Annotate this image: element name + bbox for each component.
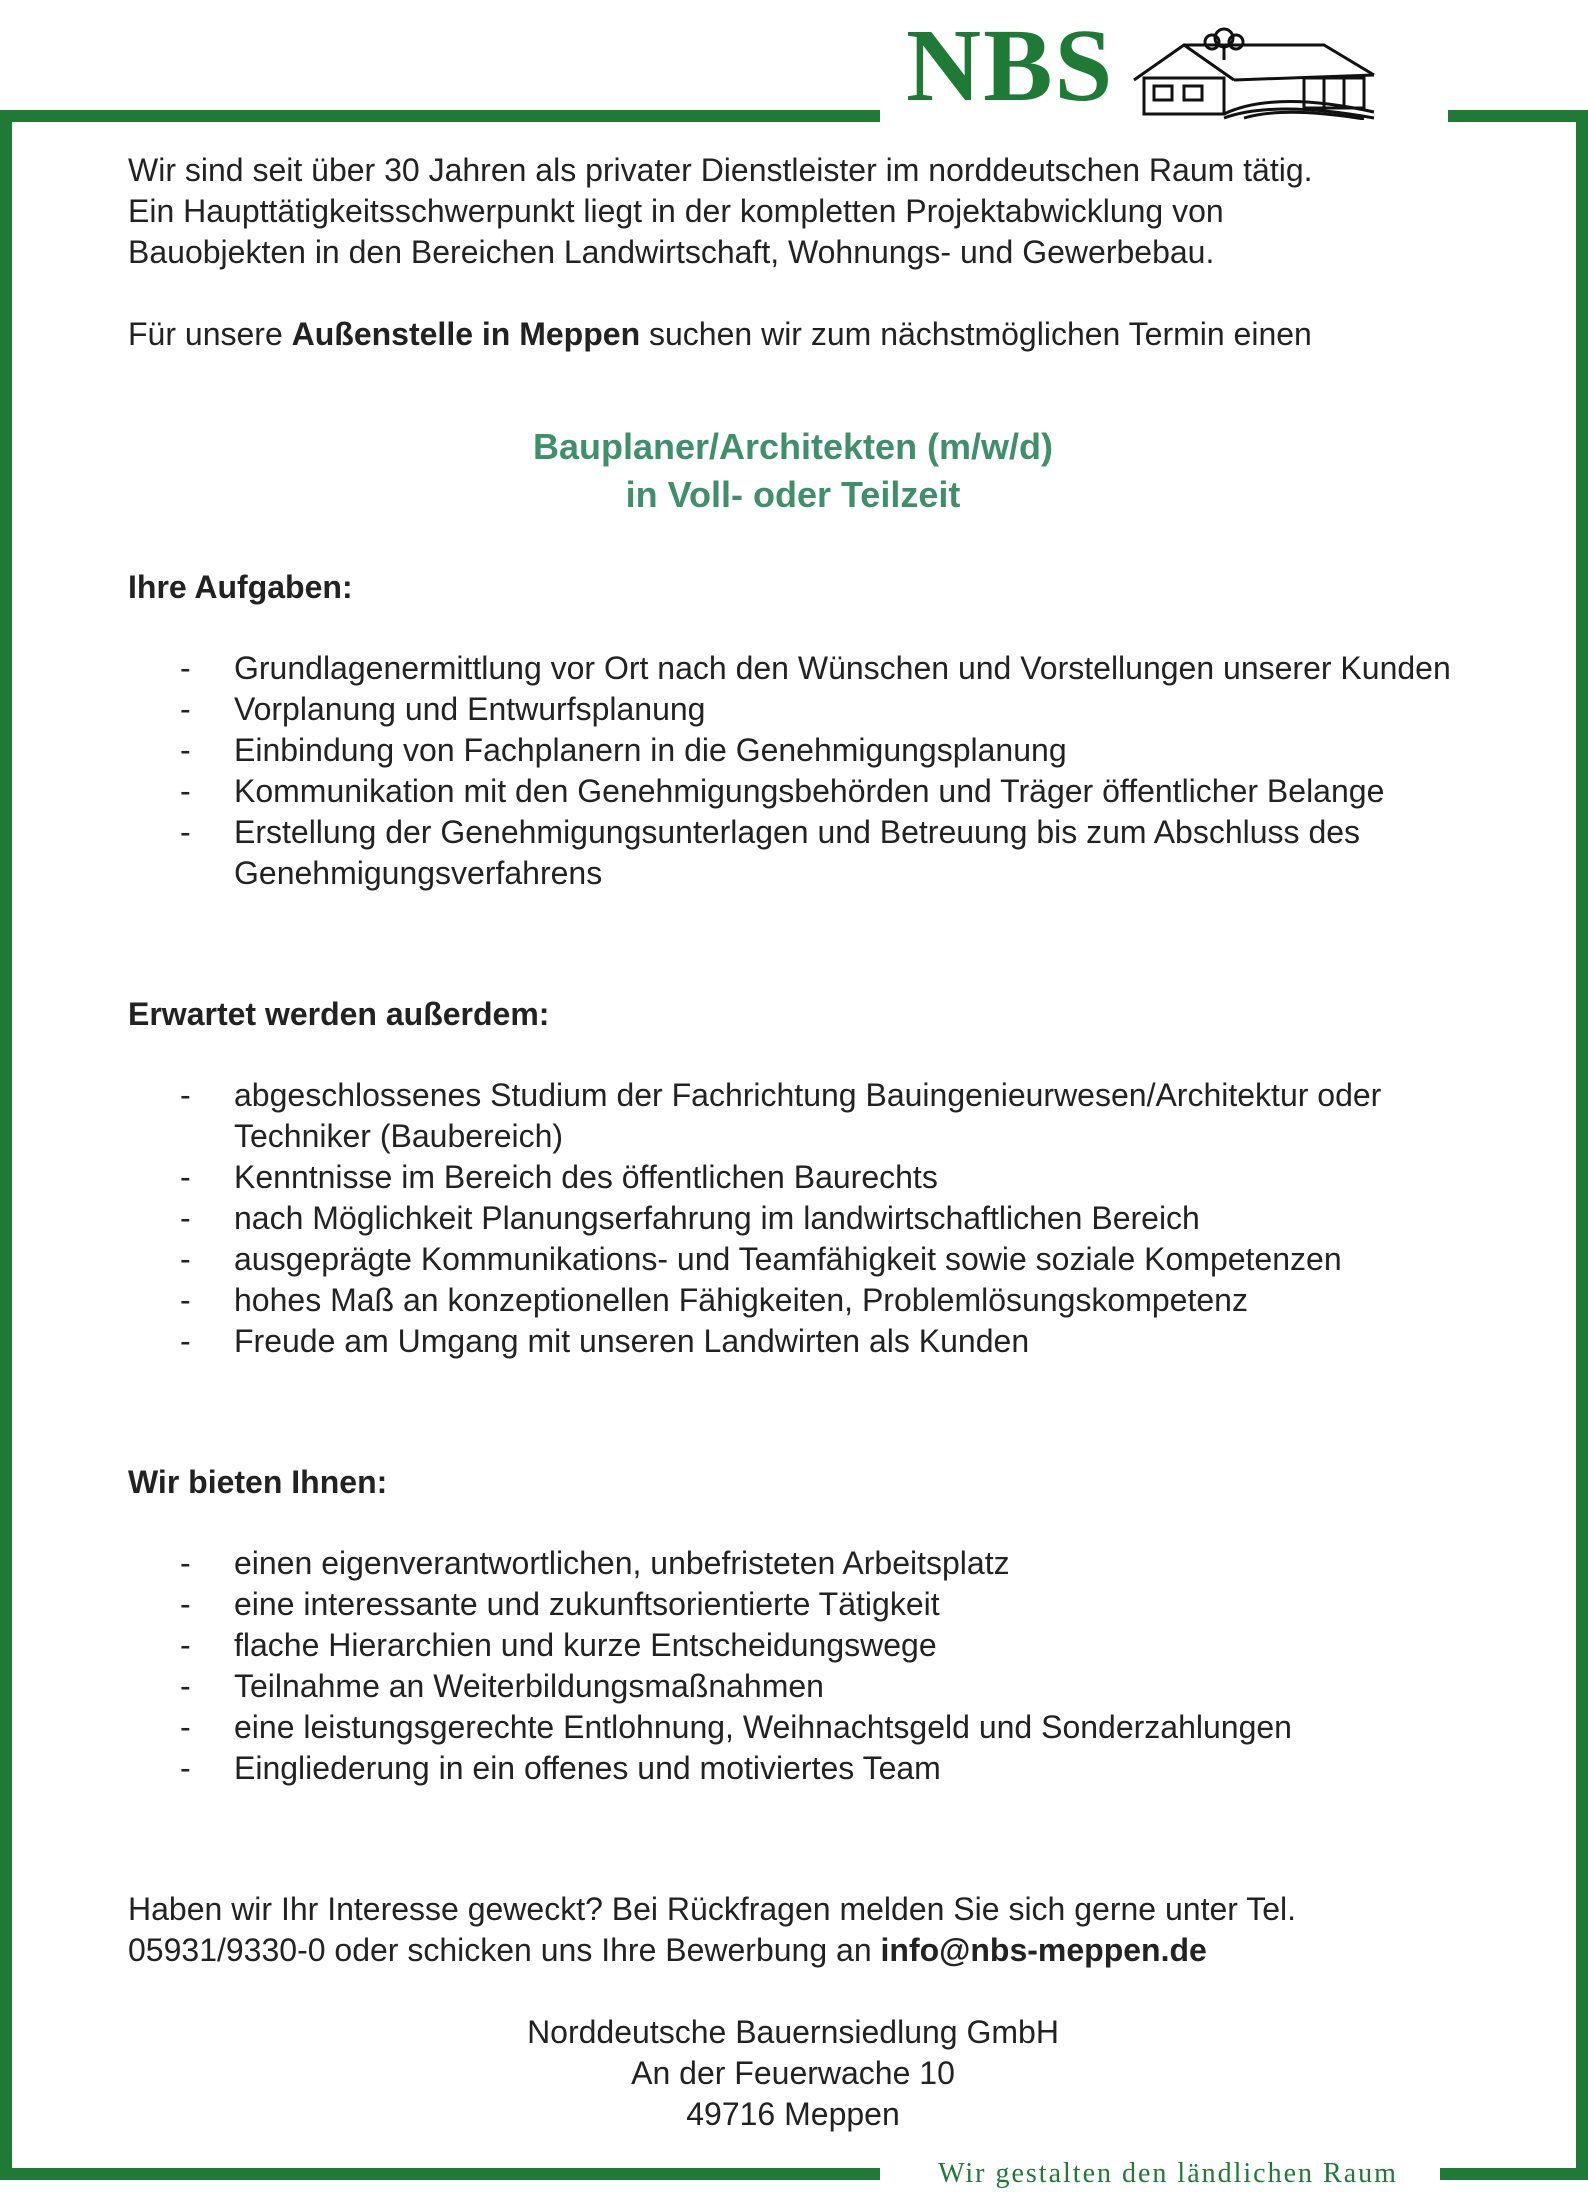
list-item bbox=[128, 730, 1458, 771]
list-item-text: hohes Maß an konzeptionellen Fähigkeiten, Problemlösungskompetenz bbox=[234, 1282, 1248, 1318]
tasks-list bbox=[128, 648, 1458, 894]
requirements-list bbox=[128, 1075, 1458, 1362]
list-item bbox=[128, 1280, 1458, 1321]
list-item-text: Freude am Umgang mit unseren Landwirten als Kunden bbox=[234, 1323, 1030, 1359]
list-item-text: flache Hierarchien und kurze Entscheidungswege bbox=[234, 1627, 937, 1663]
list-item-text: nach Möglichkeit Planungserfahrung im landwirtschaftlichen Bereich bbox=[234, 1200, 1200, 1236]
intro-paragraph bbox=[128, 150, 1458, 273]
farmhouse-icon bbox=[1124, 20, 1384, 120]
list-item-text: Vorplanung und Entwurfsplanung bbox=[234, 691, 706, 727]
list-item bbox=[128, 1075, 1458, 1157]
contact-line: Haben wir Ihr Interesse geweckt? Bei Rückfragen melden Sie sich gerne unter Tel. bbox=[128, 1891, 1297, 1927]
logo-text: NBS bbox=[906, 8, 1115, 123]
list-item-text: Kenntnisse im Bereich des öffentlichen Baurechts bbox=[234, 1159, 938, 1195]
seeking-suffix: suchen wir zum nächstmöglichen Termin einen bbox=[640, 316, 1312, 352]
contact-paragraph bbox=[128, 1889, 1458, 1971]
tasks-heading: Ihre Aufgaben: bbox=[128, 569, 353, 605]
offers-list bbox=[128, 1543, 1458, 1789]
list-item bbox=[128, 1321, 1458, 1362]
company-logo bbox=[906, 8, 1384, 123]
address-company: Norddeutsche Bauernsiedlung GmbH bbox=[527, 2014, 1059, 2050]
list-item bbox=[128, 1584, 1458, 1625]
list-item-text: ausgeprägte Kommunikations- und Teamfähigkeit sowie soziale Kompetenzen bbox=[234, 1241, 1342, 1277]
list-item bbox=[128, 1239, 1458, 1280]
seeking-sentence bbox=[128, 314, 1458, 355]
list-item-text: eine interessante und zukunftsorientierte Tätigkeit bbox=[234, 1586, 940, 1622]
list-item-text: Grundlagenermittlung vor Ort nach den Wünschen und Vorstellungen unserer Kunden bbox=[234, 650, 1451, 686]
intro-line: Wir sind seit über 30 Jahren als privater Dienstleister im norddeutschen Raum tätig. bbox=[128, 152, 1313, 188]
list-item bbox=[128, 1666, 1458, 1707]
seeking-prefix: Für unsere bbox=[128, 316, 292, 352]
list-item bbox=[128, 1707, 1458, 1748]
list-item bbox=[128, 689, 1458, 730]
frame-bottom bbox=[0, 2168, 880, 2180]
frame-top-right bbox=[1448, 110, 1588, 122]
list-item-text: Erstellung der Genehmigungsunterlagen und Betreuung bis zum Abschluss des Genehmigungsverfahrens bbox=[234, 814, 1361, 891]
job-posting-content bbox=[128, 150, 1458, 2135]
contact-email-link[interactable]: info@nbs-meppen.de bbox=[880, 1932, 1207, 1968]
job-title-line: Bauplaner/Architekten (m/w/d) bbox=[532, 426, 1054, 467]
list-item-text: Teilnahme an Weiterbildungsmaßnahmen bbox=[234, 1668, 824, 1704]
intro-line: Ein Haupttätigkeitsschwerpunkt liegt in der kompletten Projektabwicklung von bbox=[128, 193, 1224, 229]
frame-bottom-right bbox=[1440, 2168, 1588, 2180]
job-title bbox=[128, 423, 1458, 519]
list-item bbox=[128, 771, 1458, 812]
list-item-text: Kommunikation mit den Genehmigungsbehörden und Träger öffentlicher Belange bbox=[234, 773, 1385, 809]
company-tagline: Wir gestalten den ländlichen Raum bbox=[938, 2158, 1398, 2189]
list-item bbox=[128, 1543, 1458, 1584]
contact-line bbox=[128, 1930, 1458, 1971]
frame-top-left bbox=[0, 110, 880, 122]
list-item bbox=[128, 648, 1458, 689]
intro-line: Bauobjekten in den Bereichen Landwirtschaft, Wohnungs- und Gewerbebau. bbox=[128, 234, 1215, 270]
address-city: 49716 Meppen bbox=[686, 2096, 900, 2132]
list-item bbox=[128, 1625, 1458, 1666]
list-item bbox=[128, 1198, 1458, 1239]
company-address bbox=[128, 2012, 1458, 2135]
list-item-text: eine leistungsgerechte Entlohnung, Weihnachtsgeld und Sonderzahlungen bbox=[234, 1709, 1292, 1745]
list-item-text: Einbindung von Fachplanern in die Genehmigungsplanung bbox=[234, 732, 1067, 768]
job-title-line: in Voll- oder Teilzeit bbox=[625, 474, 961, 515]
requirements-heading: Erwartet werden außerdem: bbox=[128, 996, 550, 1032]
seeking-location: Außenstelle in Meppen bbox=[291, 316, 641, 352]
frame-right bbox=[1576, 110, 1588, 2180]
frame-left bbox=[0, 110, 12, 2180]
list-item-text: einen eigenverantwortlichen, unbefristeten Arbeitsplatz bbox=[234, 1545, 1010, 1581]
list-item-text: Eingliederung in ein offenes und motiviertes Team bbox=[234, 1750, 941, 1786]
contact-phone-text: 05931/9330-0 oder schicken uns Ihre Bewerbung an bbox=[128, 1932, 881, 1968]
address-street: An der Feuerwache 10 bbox=[631, 2055, 955, 2091]
list-item bbox=[128, 1748, 1458, 1789]
list-item bbox=[128, 1157, 1458, 1198]
list-item-text: abgeschlossenes Studium der Fachrichtung Bauingenieurwesen/Architektur oder Techniker (Baubereich) bbox=[234, 1077, 1382, 1154]
offers-heading: Wir bieten Ihnen: bbox=[128, 1464, 388, 1500]
list-item bbox=[128, 812, 1458, 894]
